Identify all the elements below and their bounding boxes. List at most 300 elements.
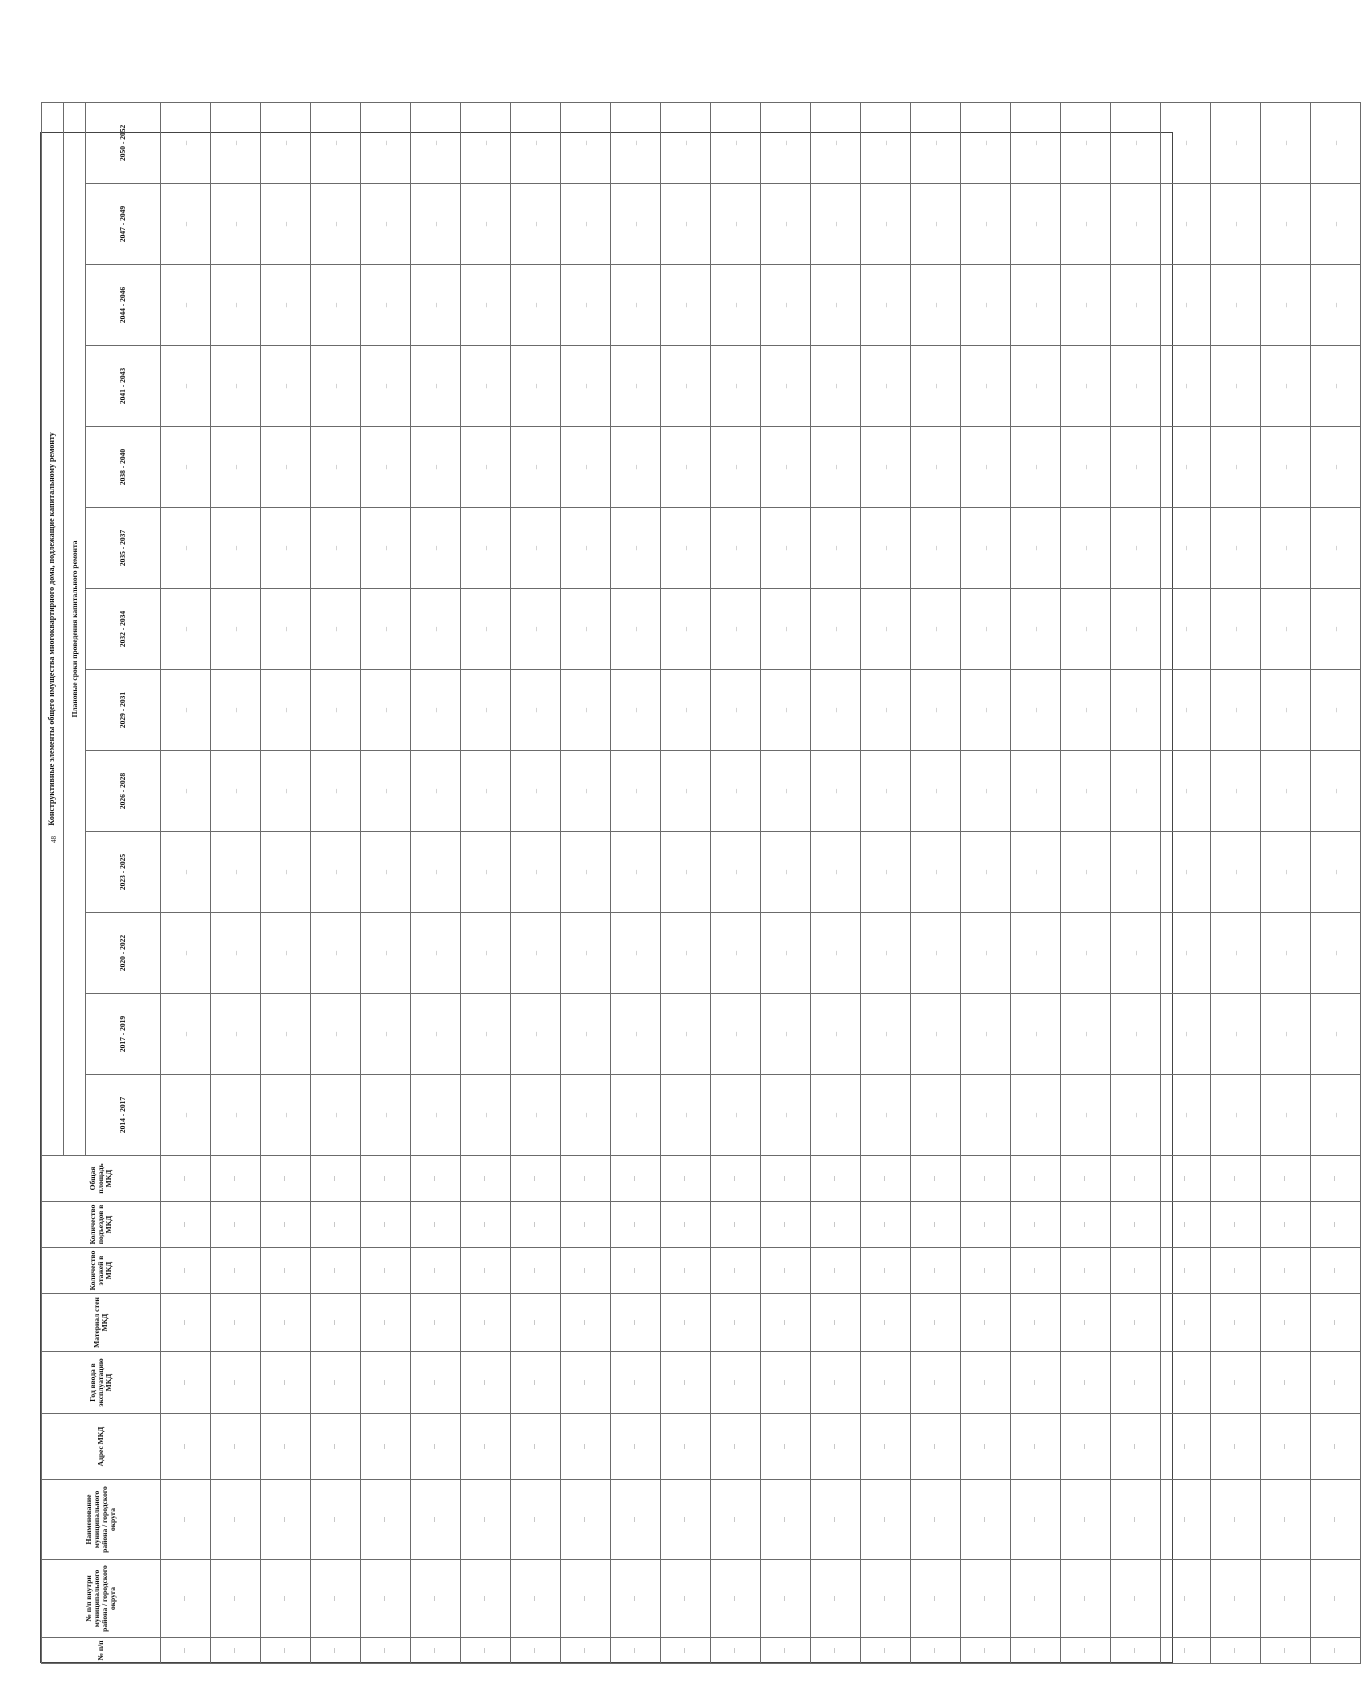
table-cell: — bbox=[1211, 184, 1261, 265]
header-wall-material: Материал стен МКД bbox=[42, 1294, 161, 1352]
table-cell: — bbox=[711, 1352, 761, 1414]
table-cell: — bbox=[1261, 265, 1311, 346]
table-cell: — bbox=[811, 751, 861, 832]
table-cell: — bbox=[611, 832, 661, 913]
table-cell: — bbox=[511, 1352, 561, 1414]
table-cell: — bbox=[1161, 832, 1211, 913]
table-cell: — bbox=[1211, 1352, 1261, 1414]
table-row bbox=[761, 102, 811, 1663]
table-cell: — bbox=[1161, 508, 1211, 589]
table-cell: — bbox=[911, 994, 961, 1075]
table-cell: — bbox=[1311, 994, 1361, 1075]
table-cell: — bbox=[711, 1480, 761, 1560]
table-cell: — bbox=[811, 1414, 861, 1480]
table-cell: — bbox=[211, 1248, 261, 1294]
table-cell: — bbox=[661, 1156, 711, 1202]
table-cell: — bbox=[811, 1248, 861, 1294]
table-cell: — bbox=[911, 589, 961, 670]
table-cell: — bbox=[961, 102, 1011, 183]
table-cell: — bbox=[1011, 1248, 1061, 1294]
table-cell: — bbox=[1011, 184, 1061, 265]
table-cell: — bbox=[561, 670, 611, 751]
table-cell: — bbox=[1161, 427, 1211, 508]
table-cell: — bbox=[461, 1480, 511, 1560]
table-cell: — bbox=[1261, 589, 1311, 670]
table-cell: — bbox=[461, 1202, 511, 1248]
table-cell: — bbox=[261, 1638, 311, 1664]
table-row bbox=[311, 102, 361, 1663]
table-cell: — bbox=[1211, 1414, 1261, 1480]
table-cell: — bbox=[261, 184, 311, 265]
table-cell: — bbox=[461, 1294, 511, 1352]
table-cell: — bbox=[461, 427, 511, 508]
table-cell: — bbox=[361, 1156, 411, 1202]
table-cell: — bbox=[1011, 1638, 1061, 1664]
table-cell: — bbox=[861, 1352, 911, 1414]
header-period-10: 2044 - 2046 bbox=[86, 265, 161, 346]
table-cell: — bbox=[411, 751, 461, 832]
table-cell: — bbox=[311, 670, 361, 751]
header-period-1: 2017 - 2019 bbox=[86, 994, 161, 1075]
table-cell: — bbox=[1111, 1480, 1161, 1560]
table-cell: — bbox=[1261, 751, 1311, 832]
table-cell: — bbox=[1261, 1294, 1311, 1352]
table-cell: — bbox=[1111, 1560, 1161, 1638]
table-cell: — bbox=[661, 1352, 711, 1414]
table-cell: — bbox=[1161, 1560, 1211, 1638]
table-cell: — bbox=[1111, 102, 1161, 183]
table-cell: — bbox=[1211, 508, 1261, 589]
table-cell: — bbox=[161, 670, 211, 751]
table-cell: — bbox=[1161, 751, 1211, 832]
table-cell: — bbox=[161, 1202, 211, 1248]
table-cell: — bbox=[711, 1075, 761, 1156]
table-cell: — bbox=[311, 427, 361, 508]
rotated-table-container bbox=[41, 124, 1338, 1664]
table-cell: — bbox=[1261, 1638, 1311, 1664]
table-cell: — bbox=[511, 1560, 561, 1638]
table-cell: — bbox=[1211, 1480, 1261, 1560]
table-cell: — bbox=[311, 1156, 361, 1202]
table-cell: — bbox=[761, 994, 811, 1075]
table-cell: — bbox=[811, 102, 861, 183]
table-cell: — bbox=[1161, 1414, 1211, 1480]
table-cell: — bbox=[961, 1075, 1011, 1156]
table-cell: — bbox=[911, 184, 961, 265]
table-cell: — bbox=[511, 1638, 561, 1664]
table-cell: — bbox=[1061, 994, 1111, 1075]
table-cell: — bbox=[761, 1560, 811, 1638]
table-cell: — bbox=[561, 346, 611, 427]
table-cell: — bbox=[361, 184, 411, 265]
table-cell: — bbox=[761, 184, 811, 265]
table-cell: — bbox=[561, 589, 611, 670]
table-cell: — bbox=[1061, 1156, 1111, 1202]
table-cell: — bbox=[261, 1248, 311, 1294]
table-cell: — bbox=[461, 832, 511, 913]
table-cell: — bbox=[861, 589, 911, 670]
table-cell: — bbox=[861, 346, 911, 427]
header-entrances: Количество подъездов в МКД bbox=[42, 1202, 161, 1248]
table-cell: — bbox=[1261, 670, 1311, 751]
table-cell: — bbox=[661, 1075, 711, 1156]
table-cell: — bbox=[761, 832, 811, 913]
table-cell: — bbox=[461, 1075, 511, 1156]
table-cell: — bbox=[1111, 346, 1161, 427]
table-cell: — bbox=[361, 1414, 411, 1480]
table-cell: — bbox=[211, 427, 261, 508]
table-cell: — bbox=[461, 1248, 511, 1294]
table-cell: — bbox=[711, 589, 761, 670]
table-cell: — bbox=[411, 1352, 461, 1414]
table-cell: — bbox=[511, 832, 561, 913]
table-cell: — bbox=[561, 832, 611, 913]
table-cell: — bbox=[711, 427, 761, 508]
table-cell: — bbox=[1111, 1156, 1161, 1202]
table-cell: — bbox=[311, 832, 361, 913]
table-cell: — bbox=[661, 1414, 711, 1480]
table-cell: — bbox=[211, 265, 261, 346]
table-cell: — bbox=[411, 1480, 461, 1560]
header-period-11: 2047 - 2049 bbox=[86, 184, 161, 265]
table-cell: — bbox=[1161, 265, 1211, 346]
table-cell: — bbox=[861, 913, 911, 994]
table-cell: — bbox=[611, 913, 661, 994]
table-cell: — bbox=[1111, 184, 1161, 265]
table-cell: — bbox=[561, 913, 611, 994]
table-cell: — bbox=[1311, 589, 1361, 670]
table-cell: — bbox=[1261, 427, 1311, 508]
table-cell: — bbox=[561, 1352, 611, 1414]
table-cell: — bbox=[361, 589, 411, 670]
table-cell: — bbox=[461, 102, 511, 183]
table-cell: — bbox=[911, 913, 961, 994]
table-cell: — bbox=[661, 994, 711, 1075]
table-cell: — bbox=[1161, 1294, 1211, 1352]
table-cell: — bbox=[361, 670, 411, 751]
table-cell: — bbox=[311, 1352, 361, 1414]
table-cell: — bbox=[1061, 346, 1111, 427]
table-cell: — bbox=[511, 994, 561, 1075]
table-cell: — bbox=[1111, 1414, 1161, 1480]
table-cell: — bbox=[211, 913, 261, 994]
header-period-12: 2050 - 2052 bbox=[86, 102, 161, 183]
table-cell: — bbox=[1311, 1638, 1361, 1664]
header-period-9: 2041 - 2043 bbox=[86, 346, 161, 427]
table-cell: — bbox=[261, 589, 311, 670]
table-row bbox=[661, 102, 711, 1663]
table-cell: — bbox=[1011, 832, 1061, 913]
table-cell: — bbox=[811, 346, 861, 427]
table-cell: — bbox=[961, 670, 1011, 751]
table-cell: — bbox=[761, 670, 811, 751]
table-cell: — bbox=[1011, 994, 1061, 1075]
table-cell: — bbox=[861, 1560, 911, 1638]
table-cell: — bbox=[1061, 1638, 1111, 1664]
table-cell: — bbox=[861, 1638, 911, 1664]
table-cell: — bbox=[1111, 1202, 1161, 1248]
table-cell: — bbox=[211, 102, 261, 183]
table-cell: — bbox=[911, 1414, 961, 1480]
table-cell: — bbox=[411, 1294, 461, 1352]
table-cell: — bbox=[861, 670, 911, 751]
table-cell: — bbox=[561, 994, 611, 1075]
table-cell: — bbox=[1061, 1248, 1111, 1294]
table-row bbox=[811, 102, 861, 1663]
table-cell: — bbox=[911, 1638, 961, 1664]
table-cell: — bbox=[361, 1638, 411, 1664]
table-cell: — bbox=[561, 427, 611, 508]
table-cell: — bbox=[411, 346, 461, 427]
table-cell: — bbox=[711, 1248, 761, 1294]
table-cell: — bbox=[661, 913, 711, 994]
table-cell: — bbox=[311, 1248, 361, 1294]
header-municipality-name: Наименование муниципального района / городского округа bbox=[42, 1480, 161, 1560]
table-cell: — bbox=[1061, 427, 1111, 508]
table-cell: — bbox=[311, 1294, 361, 1352]
table-cell: — bbox=[461, 1560, 511, 1638]
table-cell: — bbox=[1211, 994, 1261, 1075]
table-cell: — bbox=[711, 508, 761, 589]
table-cell: — bbox=[761, 751, 811, 832]
table-cell: — bbox=[1061, 1414, 1111, 1480]
table-cell: — bbox=[411, 994, 461, 1075]
table-cell: — bbox=[811, 913, 861, 994]
table-cell: — bbox=[611, 670, 661, 751]
table-cell: — bbox=[1011, 751, 1061, 832]
table-cell: — bbox=[161, 1075, 211, 1156]
table-cell: — bbox=[461, 1156, 511, 1202]
table-cell: — bbox=[361, 1248, 411, 1294]
table-cell: — bbox=[611, 1414, 661, 1480]
table-cell: — bbox=[661, 832, 711, 913]
table-row bbox=[361, 102, 411, 1663]
table-cell: — bbox=[1261, 1156, 1311, 1202]
table-cell: — bbox=[711, 1156, 761, 1202]
table-cell: — bbox=[1161, 1352, 1211, 1414]
table-cell: — bbox=[761, 1156, 811, 1202]
table-cell: — bbox=[911, 670, 961, 751]
table-cell: — bbox=[1111, 1294, 1161, 1352]
table-cell: — bbox=[661, 427, 711, 508]
table-cell: — bbox=[1311, 1075, 1361, 1156]
table-cell: — bbox=[961, 346, 1011, 427]
table-cell: — bbox=[911, 751, 961, 832]
table-cell: — bbox=[411, 508, 461, 589]
table-row bbox=[511, 102, 561, 1663]
table-cell: — bbox=[911, 508, 961, 589]
table-cell: — bbox=[511, 1294, 561, 1352]
table-cell: — bbox=[461, 589, 511, 670]
table-cell: — bbox=[311, 589, 361, 670]
table-cell: — bbox=[511, 1248, 561, 1294]
table-cell: — bbox=[461, 265, 511, 346]
table-cell: — bbox=[1311, 427, 1361, 508]
header-municipality-no: № п/п внутри муниципального района / городского округа bbox=[42, 1560, 161, 1638]
table-cell: — bbox=[1061, 832, 1111, 913]
table-cell: — bbox=[761, 1075, 811, 1156]
table-cell: — bbox=[511, 102, 561, 183]
table-cell: — bbox=[361, 102, 411, 183]
table-cell: — bbox=[1111, 508, 1161, 589]
table-cell: — bbox=[411, 589, 461, 670]
table-cell: — bbox=[911, 265, 961, 346]
table-cell: — bbox=[611, 1638, 661, 1664]
table-cell: — bbox=[1311, 184, 1361, 265]
table-cell: — bbox=[811, 1075, 861, 1156]
table-cell: — bbox=[211, 670, 261, 751]
table-cell: — bbox=[311, 265, 361, 346]
table-cell: — bbox=[511, 670, 561, 751]
table-cell: — bbox=[361, 751, 411, 832]
table-cell: — bbox=[561, 751, 611, 832]
table-cell: — bbox=[161, 427, 211, 508]
table-cell: — bbox=[711, 1202, 761, 1248]
table-cell: — bbox=[1061, 670, 1111, 751]
table-cell: — bbox=[1311, 102, 1361, 183]
table-cell: — bbox=[711, 670, 761, 751]
table-cell: — bbox=[561, 1480, 611, 1560]
header-period-2: 2020 - 2022 bbox=[86, 913, 161, 994]
table-cell: — bbox=[561, 1638, 611, 1664]
table-cell: — bbox=[911, 1480, 961, 1560]
table-cell: — bbox=[411, 102, 461, 183]
table-cell: — bbox=[511, 1414, 561, 1480]
table-cell: — bbox=[361, 265, 411, 346]
table-cell: — bbox=[361, 508, 411, 589]
table-cell: — bbox=[611, 1156, 661, 1202]
header-period-6: 2032 - 2034 bbox=[86, 589, 161, 670]
table-cell: — bbox=[411, 1248, 461, 1294]
table-cell: — bbox=[761, 508, 811, 589]
table-cell: — bbox=[1311, 508, 1361, 589]
table-cell: — bbox=[1211, 1202, 1261, 1248]
table-cell: — bbox=[761, 913, 811, 994]
table-cell: — bbox=[661, 751, 711, 832]
table-cell: — bbox=[961, 265, 1011, 346]
table-cell: — bbox=[1211, 832, 1261, 913]
table-cell: — bbox=[461, 1352, 511, 1414]
table-cell: — bbox=[611, 265, 661, 346]
header-floors: Количество этажей в МКД bbox=[42, 1248, 161, 1294]
table-cell: — bbox=[711, 346, 761, 427]
table-cell: — bbox=[1011, 1075, 1061, 1156]
table-cell: — bbox=[761, 265, 811, 346]
table-cell: — bbox=[1061, 265, 1111, 346]
table-cell: — bbox=[211, 1560, 261, 1638]
table-cell: — bbox=[611, 751, 661, 832]
table-cell: — bbox=[161, 1560, 211, 1638]
table-cell: — bbox=[1311, 832, 1361, 913]
table-cell: — bbox=[611, 1202, 661, 1248]
table-cell: — bbox=[211, 1352, 261, 1414]
table-cell: — bbox=[1111, 1638, 1161, 1664]
table-cell: — bbox=[161, 1480, 211, 1560]
table-cell: — bbox=[961, 1414, 1011, 1480]
table-cell: — bbox=[211, 751, 261, 832]
table-cell: — bbox=[1311, 1352, 1361, 1414]
table-cell: — bbox=[1211, 1560, 1261, 1638]
table-cell: — bbox=[161, 1352, 211, 1414]
header-periods-title: Плановые сроки проведения капитального ремонта bbox=[64, 102, 86, 1155]
table-cell: — bbox=[1211, 1075, 1261, 1156]
table-row bbox=[211, 102, 261, 1663]
table-cell: — bbox=[1061, 751, 1111, 832]
table-cell: — bbox=[661, 589, 711, 670]
table-cell: — bbox=[911, 346, 961, 427]
table-cell: — bbox=[1011, 102, 1061, 183]
table-cell: — bbox=[411, 265, 461, 346]
table-row bbox=[961, 102, 1011, 1663]
table-cell: — bbox=[911, 1294, 961, 1352]
header-period-7: 2035 - 2037 bbox=[86, 508, 161, 589]
table-cell: — bbox=[1261, 508, 1311, 589]
table-cell: — bbox=[961, 832, 1011, 913]
table-row bbox=[461, 102, 511, 1663]
table-cell: — bbox=[461, 508, 511, 589]
table-cell: — bbox=[211, 1480, 261, 1560]
table-cell: — bbox=[311, 751, 361, 832]
table-cell: — bbox=[961, 1294, 1011, 1352]
table-row bbox=[561, 102, 611, 1663]
table-cell: — bbox=[811, 832, 861, 913]
table-cell: — bbox=[961, 994, 1011, 1075]
table-cell: — bbox=[961, 1248, 1011, 1294]
table-cell: — bbox=[1311, 670, 1361, 751]
table-cell: — bbox=[361, 1352, 411, 1414]
table-cell: — bbox=[1011, 1352, 1061, 1414]
table-cell: — bbox=[861, 1156, 911, 1202]
table-cell: — bbox=[761, 1294, 811, 1352]
table-cell: — bbox=[861, 508, 911, 589]
table-cell: — bbox=[411, 1075, 461, 1156]
table-cell: — bbox=[1011, 913, 1061, 994]
table-cell: — bbox=[161, 508, 211, 589]
table-cell: — bbox=[161, 1414, 211, 1480]
table-cell: — bbox=[161, 751, 211, 832]
table-cell: — bbox=[311, 1202, 361, 1248]
table-cell: — bbox=[961, 1560, 1011, 1638]
table-cell: — bbox=[211, 1414, 261, 1480]
table-cell: — bbox=[1261, 346, 1311, 427]
table-cell: — bbox=[861, 1075, 911, 1156]
table-cell: — bbox=[261, 832, 311, 913]
table-cell: — bbox=[1261, 1560, 1311, 1638]
table-cell: — bbox=[1011, 508, 1061, 589]
table-cell: — bbox=[411, 1202, 461, 1248]
table-cell: — bbox=[861, 1294, 911, 1352]
header-period-5: 2029 - 2031 bbox=[86, 670, 161, 751]
table-cell: — bbox=[1161, 670, 1211, 751]
table-cell: — bbox=[1111, 427, 1161, 508]
table-cell: — bbox=[961, 913, 1011, 994]
header-group-title: Конструктивные элементы общего имущества многоквартирного дома, подлежащие капитальному ремонту bbox=[42, 102, 64, 1155]
table-cell: — bbox=[1061, 913, 1111, 994]
table-cell: — bbox=[261, 1294, 311, 1352]
table-cell: — bbox=[611, 427, 661, 508]
table-cell: — bbox=[661, 1560, 711, 1638]
table-row bbox=[1111, 102, 1161, 1663]
table-cell: — bbox=[1161, 1638, 1211, 1664]
table-cell: — bbox=[1261, 1075, 1311, 1156]
table-cell: — bbox=[561, 1156, 611, 1202]
table-cell: — bbox=[961, 427, 1011, 508]
table-cell: — bbox=[1211, 1156, 1261, 1202]
table-cell: — bbox=[861, 427, 911, 508]
table-cell: — bbox=[1111, 994, 1161, 1075]
table-cell: — bbox=[1011, 670, 1061, 751]
table-row bbox=[1011, 102, 1061, 1663]
